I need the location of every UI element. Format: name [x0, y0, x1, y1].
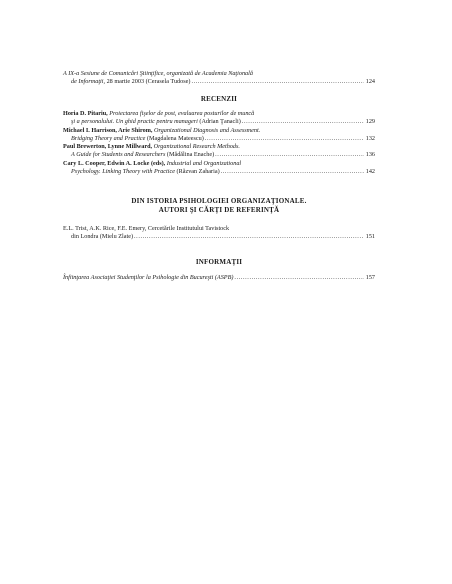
section-heading-recenzii: RECENZII [200, 95, 238, 103]
leader-dots [234, 274, 364, 282]
entry-title-line2: Psychology. Linking Theory with Practice [71, 168, 175, 176]
entry-author: Michael I. Harrison, Arie Shirom, [63, 126, 153, 134]
toc-entry-aspb [63, 274, 375, 282]
entry-reviewer: (Adrian Ţanacli) [197, 118, 241, 126]
toc-entry-cooper [63, 160, 375, 177]
entry-title-line1: E.L. Trist, A.K. Rice, F.E. Emery, Cercetările Institutului Tavistock [63, 225, 230, 232]
section-heading-informatii: INFORMAŢII [195, 258, 243, 266]
entry-title-line2: Bridging Theory and Practice [71, 134, 146, 142]
page-number: 157 [365, 274, 375, 281]
page-number: 124 [365, 78, 375, 86]
entry-title-part: de Informaţii, [71, 78, 106, 86]
entry-title-line1: Organizational Diagnosis and Assessment. [152, 126, 261, 134]
leader-dots [242, 118, 364, 126]
leader-dots [134, 233, 364, 241]
entry-title-line2: A Guide for Students and Researchers [71, 151, 166, 159]
entry-author: Horia D. Pitariu, [63, 110, 108, 117]
page-number: 129 [365, 118, 375, 126]
entry-title-line2 [63, 78, 375, 86]
entry-reviewer: 28 martie 2003 (Cerasela Tudose) [105, 78, 191, 86]
entry-title-line1: Proiectarea fişelor de post, evaluarea posturilor de muncă [107, 110, 255, 117]
toc-entry-pitariu [63, 110, 375, 127]
entry-title: Înfiinţarea Asociaţiei Studenţilor la Psihologie din Bucureşti (ASPB) [63, 274, 234, 281]
entry-reviewer: (Răzvan Zaharia) [174, 168, 220, 176]
entry-title-line1: Organizational Research Methods. [152, 143, 240, 151]
entry-title-line2: şi a personalului. Un ghid practic pentru manageri [71, 118, 198, 126]
page-number: 132 [365, 134, 375, 142]
entry-title-line1: Industrial and Organizational [165, 159, 242, 167]
toc-entry-trist [63, 225, 375, 242]
toc-entry-sesiune [63, 70, 375, 87]
entry-author: Cary L. Cooper, Edwin A. Locke (eds), [63, 159, 166, 167]
page-number: 136 [365, 151, 375, 159]
entry-author: Paul Brewerton, Lynne Millward, [63, 143, 153, 151]
leader-dots [215, 151, 364, 159]
leader-dots [205, 135, 364, 143]
entry-title-line1: A IX-a Sesiune de Comunicări Ştiinţifice, organizată de Academia Naţională [63, 70, 253, 77]
toc-entry-harrison [63, 127, 375, 144]
page-number: 142 [365, 168, 375, 176]
entry-reviewer: (Magdalena Mateescu) [145, 134, 204, 142]
toc-entry-brewerton [63, 143, 375, 160]
page-number: 151 [365, 233, 375, 241]
recenzii-list [63, 110, 375, 176]
section-heading-istoria-line1: DIN ISTORIA PSIHOLOGIEI ORGANIZAŢIONALE. [131, 197, 307, 205]
section-heading-istoria-line2: AUTORI ŞI CĂRŢI DE REFERINŢĂ [158, 206, 280, 214]
entry-reviewer: (Mădălina Enache) [165, 151, 215, 159]
leader-dots [191, 78, 364, 86]
leader-dots [221, 168, 364, 176]
entry-title-line2: din Londra (Mielu Zlate) [71, 233, 134, 241]
